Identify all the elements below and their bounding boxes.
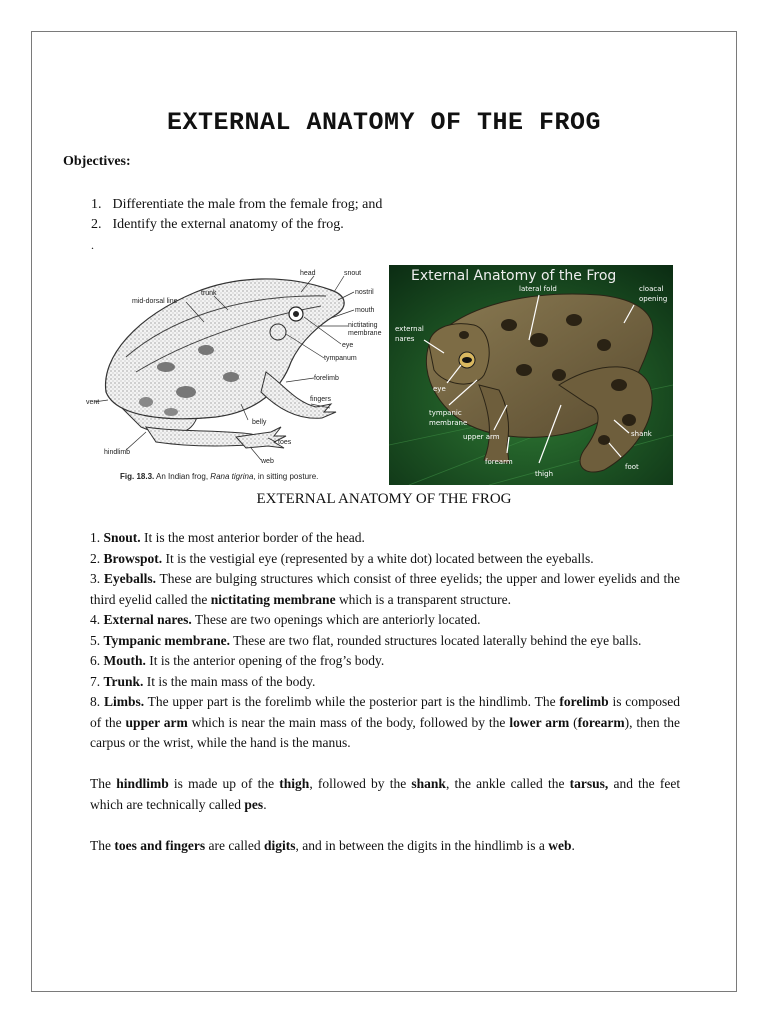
list-item: 6. Mouth. It is the anterior opening of the frog’s body. [90, 653, 385, 668]
label-mid-dorsal-line: mid-dorsal line [132, 298, 178, 305]
frog-photo-illustration [389, 265, 673, 485]
label-vent: vent [86, 399, 100, 406]
list-item: 7. Trunk. It is the main mass of the body. [90, 673, 316, 689]
label-nictitating-membrane: membrane [348, 330, 382, 337]
objective-item: 1. Differentiate the male from the female frog; and [91, 197, 383, 212]
label-tympanic: tympanic [429, 409, 462, 417]
objective-item: 2. Identify the external anatomy of the frog. [91, 217, 344, 232]
label-eye: eye [433, 385, 446, 393]
label-upper-arm: upper arm [463, 433, 500, 441]
label-thigh: thigh [535, 470, 554, 478]
frog-drawing-illustration [86, 262, 380, 486]
figure-heading: EXTERNAL ANATOMY OF THE FROG [256, 491, 512, 507]
label-fingers: fingers [310, 396, 332, 403]
body-text [90, 528, 680, 856]
objectives-list [91, 195, 382, 235]
frog-photo-figure [389, 265, 673, 485]
paragraph-hindlimb: The hindlimb is made up of the thigh, followed by the shank, the ankle called the tarsus, and the feet which are technically called pes. [90, 776, 681, 812]
label-shank: shank [631, 430, 652, 438]
paragraph-digits: The toes and fingers are called digits, and in between the digits in the hindlimb is a web. [90, 837, 575, 853]
label-tympanum: tympanum [324, 355, 357, 362]
label-snout: snout [344, 270, 362, 277]
label-mouth: mouth [355, 307, 375, 314]
list-item: 8. Limbs. The upper part is the forelimb while the posterior part is the hindlimb. The forelimb is composed of the upper arm which is near the main mass of the body, followed by the lower arm (forearm), then the carpus or the wrist, while the hand is the manus. [90, 694, 681, 750]
list-item: 1. Snout. It is the most anterior border of the head. [90, 530, 365, 545]
objectives-heading: Objectives: [63, 154, 131, 169]
stray-period: . [91, 238, 94, 252]
list-item: 5. Tympanic membrane. These are two flat, rounded structures located laterally behind the eye balls. [90, 632, 642, 648]
list-item: 3. Eyeballs. These are bulging structures which consist of three eyelids; the upper and lower eyelids and the third eyelid called the nictitating membrane which is a transparent structure. [90, 571, 681, 607]
label-external: external [395, 325, 424, 333]
label-cloacal: cloacal [639, 285, 664, 293]
label-external-nares: nares [395, 335, 415, 343]
list-item: 4. External nares. These are two openings which are anteriorly located. [90, 612, 481, 627]
label-hindlimb: hindlimb [104, 449, 131, 456]
label-toes: toes [278, 439, 292, 446]
document-title: EXTERNAL ANATOMY OF THE FROG [166, 108, 602, 137]
photo-title: External Anatomy of the Frog [411, 268, 617, 284]
figure-caption: Fig. 18.3. An Indian frog, Rana tigrina, in sitting posture. [120, 472, 319, 481]
label-forelimb: forelimb [314, 375, 339, 382]
label-belly: belly [252, 419, 267, 426]
label-lateral-fold: lateral fold [519, 285, 557, 293]
label-nictitating: nictitating [348, 322, 378, 329]
label-forearm: forearm [485, 458, 513, 466]
label-eye: eye [342, 342, 354, 349]
label-foot: foot [625, 463, 639, 471]
list-item: 2. Browspot. It is the vestigial eye (represented by a white dot) located between the eyeballs. [90, 550, 594, 566]
label-head: head [300, 270, 316, 277]
label-web: web [261, 458, 274, 465]
frog-line-drawing-figure [86, 262, 380, 486]
label-cloacal-opening: opening [639, 295, 668, 303]
label-trunk: trunk [201, 290, 217, 297]
label-tympanic-membrane: membrane [429, 419, 468, 427]
label-nostril: nostril [355, 289, 374, 296]
